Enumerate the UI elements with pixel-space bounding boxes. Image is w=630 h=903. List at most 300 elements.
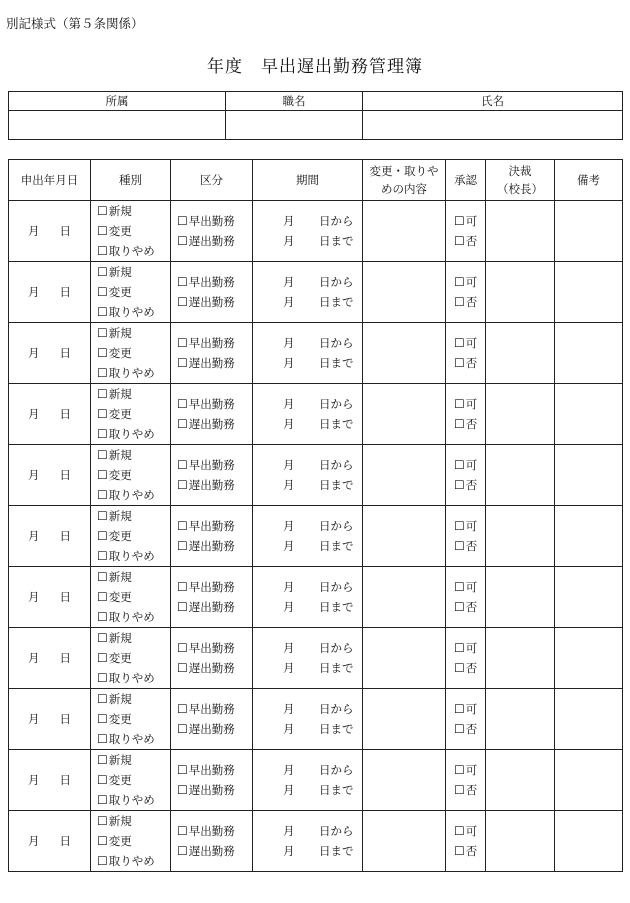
kind-cancel-option[interactable] (97, 668, 170, 688)
decision-cell[interactable] (486, 445, 555, 506)
decision-cell[interactable] (486, 750, 555, 811)
checkbox-icon[interactable]: ☐ (454, 702, 465, 716)
checkbox-icon[interactable]: ☐ (177, 295, 188, 309)
month-label: 月 (28, 590, 40, 604)
checkbox-icon[interactable]: ☐ (97, 712, 108, 726)
approve-yes-option[interactable] (454, 272, 485, 292)
period-from-month: 月 (283, 458, 295, 472)
kind-cell (91, 689, 171, 750)
division-early-label: 早出勤務 (188, 275, 235, 289)
division-late-option[interactable] (177, 292, 252, 312)
header-decision (486, 160, 555, 201)
checkbox-icon[interactable]: ☐ (97, 509, 108, 523)
decision-cell[interactable] (486, 201, 555, 262)
period-from-label: 日から (319, 702, 354, 716)
change-content-cell[interactable] (363, 628, 446, 689)
checkbox-icon[interactable]: ☐ (177, 458, 188, 472)
period-from-label: 日から (319, 214, 354, 228)
checkbox-icon[interactable]: ☐ (97, 265, 108, 279)
checkbox-icon[interactable]: ☐ (454, 661, 465, 675)
division-early-label: 早出勤務 (188, 824, 235, 838)
checkbox-icon[interactable]: ☐ (454, 397, 465, 411)
kind-new-label: 新規 (108, 570, 132, 584)
checkbox-icon[interactable]: ☐ (177, 600, 188, 614)
division-early-option[interactable] (177, 394, 252, 414)
kind-cancel-option[interactable] (97, 424, 170, 444)
request-date-cell[interactable] (9, 445, 91, 506)
division-early-option[interactable] (177, 272, 252, 292)
checkbox-icon[interactable]: ☐ (97, 549, 108, 563)
change-content-cell[interactable] (363, 262, 446, 323)
approve-yes-option[interactable] (454, 638, 485, 658)
checkbox-icon[interactable]: ☐ (97, 326, 108, 340)
checkbox-icon[interactable]: ☐ (97, 204, 108, 218)
month-label: 月 (28, 529, 40, 543)
kind-cancel-option[interactable] (97, 851, 170, 871)
table-row (9, 201, 623, 262)
period-from-label: 日から (319, 397, 354, 411)
checkbox-icon[interactable]: ☐ (177, 661, 188, 675)
checkbox-icon[interactable]: ☐ (177, 783, 188, 797)
kind-change-option[interactable] (97, 709, 170, 729)
table-row (9, 811, 623, 872)
kind-new-option[interactable] (97, 811, 170, 831)
approve-yes-label: 可 (465, 336, 478, 350)
division-late-label: 遅出勤務 (188, 600, 235, 614)
period-cell[interactable] (253, 445, 363, 506)
decision-cell[interactable] (486, 506, 555, 567)
checkbox-icon[interactable]: ☐ (97, 448, 108, 462)
remarks-cell[interactable] (555, 323, 623, 384)
approve-no-option[interactable] (454, 536, 485, 556)
checkbox-icon[interactable]: ☐ (454, 214, 465, 228)
period-from (283, 455, 362, 475)
change-content-cell[interactable] (363, 567, 446, 628)
kind-change-option[interactable] (97, 648, 170, 668)
kind-change-option[interactable] (97, 465, 170, 485)
checkbox-icon[interactable]: ☐ (97, 224, 108, 238)
header-kind: 種別 (91, 160, 171, 201)
table-row (9, 567, 623, 628)
request-date-cell[interactable] (9, 811, 91, 872)
kind-cancel-option[interactable] (97, 729, 170, 749)
approve-no-option[interactable] (454, 597, 485, 617)
period-from-month: 月 (283, 763, 295, 777)
checkbox-icon[interactable]: ☐ (454, 458, 465, 472)
header-division: 区分 (171, 160, 253, 201)
approve-yes-option[interactable] (454, 821, 485, 841)
checkbox-icon[interactable]: ☐ (97, 834, 108, 848)
approval-cell (446, 445, 486, 506)
checkbox-icon[interactable]: ☐ (177, 580, 188, 594)
kind-cancel-option[interactable] (97, 302, 170, 322)
division-late-label: 遅出勤務 (188, 295, 235, 309)
change-content-cell[interactable] (363, 750, 446, 811)
day-label: 日 (59, 712, 71, 726)
kind-new-label: 新規 (108, 387, 132, 401)
approval-cell (446, 201, 486, 262)
kind-cell (91, 750, 171, 811)
checkbox-icon[interactable]: ☐ (97, 570, 108, 584)
kind-cancel-label: 取りやめ (108, 366, 155, 380)
approve-yes-option[interactable] (454, 699, 485, 719)
period-to-label: 日まで (319, 234, 354, 248)
remarks-cell[interactable] (555, 262, 623, 323)
division-early-option[interactable] (177, 211, 252, 231)
period-from (283, 211, 362, 231)
division-early-option[interactable] (177, 699, 252, 719)
checkbox-icon[interactable]: ☐ (97, 671, 108, 685)
period-from-month: 月 (283, 641, 295, 655)
request-date-cell[interactable] (9, 201, 91, 262)
checkbox-icon[interactable]: ☐ (97, 305, 108, 319)
change-content-cell[interactable] (363, 201, 446, 262)
request-date-cell[interactable] (9, 567, 91, 628)
checkbox-icon[interactable]: ☐ (454, 722, 465, 736)
checkbox-icon[interactable]: ☐ (454, 478, 465, 492)
checkbox-icon[interactable]: ☐ (454, 600, 465, 614)
header-change-line2: めの内容 (381, 182, 427, 196)
job-title-field[interactable] (226, 111, 363, 140)
decision-cell[interactable] (486, 384, 555, 445)
kind-cancel-label: 取りやめ (108, 793, 155, 807)
kind-change-option[interactable] (97, 221, 170, 241)
kind-new-option[interactable] (97, 201, 170, 221)
header-name: 氏名 (363, 92, 623, 111)
approve-yes-option[interactable] (454, 455, 485, 475)
kind-cancel-option[interactable] (97, 241, 170, 261)
remarks-cell[interactable] (555, 689, 623, 750)
kind-cancel-label: 取りやめ (108, 244, 155, 258)
checkbox-icon[interactable]: ☐ (454, 539, 465, 553)
approve-no-option[interactable] (454, 475, 485, 495)
division-late-option[interactable] (177, 414, 252, 434)
remarks-cell[interactable] (555, 384, 623, 445)
approve-no-option[interactable] (454, 292, 485, 312)
kind-change-label: 変更 (108, 285, 132, 299)
kind-cancel-option[interactable] (97, 485, 170, 505)
division-late-label: 遅出勤務 (188, 539, 235, 553)
period-cell[interactable] (253, 323, 363, 384)
checkbox-icon[interactable]: ☐ (97, 529, 108, 543)
kind-cell (91, 628, 171, 689)
checkbox-icon[interactable]: ☐ (177, 824, 188, 838)
kind-new-option[interactable] (97, 445, 170, 465)
kind-cancel-label: 取りやめ (108, 854, 155, 868)
checkbox-icon[interactable]: ☐ (97, 244, 108, 258)
period-from-month: 月 (283, 824, 295, 838)
checkbox-icon[interactable]: ☐ (177, 519, 188, 533)
decision-cell[interactable] (486, 689, 555, 750)
approve-yes-option[interactable] (454, 760, 485, 780)
checkbox-icon[interactable]: ☐ (97, 285, 108, 299)
division-late-option[interactable] (177, 841, 252, 861)
checkbox-icon[interactable]: ☐ (97, 631, 108, 645)
period-to-month: 月 (283, 783, 295, 797)
kind-cancel-option[interactable] (97, 546, 170, 566)
checkbox-icon[interactable]: ☐ (177, 722, 188, 736)
checkbox-icon[interactable]: ☐ (454, 356, 465, 370)
approve-no-option[interactable] (454, 780, 485, 800)
division-late-option[interactable] (177, 353, 252, 373)
division-cell (171, 689, 253, 750)
checkbox-icon[interactable]: ☐ (97, 854, 108, 868)
approve-no-label: 否 (465, 722, 478, 736)
period-cell[interactable] (253, 689, 363, 750)
division-early-option[interactable] (177, 638, 252, 658)
kind-change-option[interactable] (97, 526, 170, 546)
division-late-option[interactable] (177, 719, 252, 739)
division-early-option[interactable] (177, 821, 252, 841)
checkbox-icon[interactable]: ☐ (97, 366, 108, 380)
checkbox-icon[interactable]: ☐ (454, 295, 465, 309)
kind-new-label: 新規 (108, 204, 132, 218)
checkbox-icon[interactable]: ☐ (454, 519, 465, 533)
affiliation-field[interactable] (9, 111, 226, 140)
request-date-cell[interactable] (9, 323, 91, 384)
period-cell[interactable] (253, 201, 363, 262)
remarks-cell[interactable] (555, 445, 623, 506)
kind-new-option[interactable] (97, 567, 170, 587)
month-label: 月 (28, 651, 40, 665)
checkbox-icon[interactable]: ☐ (97, 387, 108, 401)
approve-no-label: 否 (465, 295, 478, 309)
approval-cell (446, 750, 486, 811)
checkbox-icon[interactable]: ☐ (177, 702, 188, 716)
division-cell (171, 506, 253, 567)
request-date-cell[interactable] (9, 506, 91, 567)
kind-new-option[interactable] (97, 628, 170, 648)
approve-no-option[interactable] (454, 353, 485, 373)
checkbox-icon[interactable]: ☐ (177, 417, 188, 431)
period-cell[interactable] (253, 750, 363, 811)
decision-cell[interactable] (486, 811, 555, 872)
decision-cell[interactable] (486, 628, 555, 689)
remarks-cell[interactable] (555, 811, 623, 872)
month-label: 月 (28, 468, 40, 482)
decision-cell[interactable] (486, 262, 555, 323)
period-cell[interactable] (253, 628, 363, 689)
day-label: 日 (59, 529, 71, 543)
checkbox-icon[interactable]: ☐ (177, 641, 188, 655)
checkbox-icon[interactable]: ☐ (97, 468, 108, 482)
approve-no-label: 否 (465, 539, 478, 553)
duty-log-table (8, 159, 623, 872)
checkbox-icon[interactable]: ☐ (97, 651, 108, 665)
approve-no-option[interactable] (454, 719, 485, 739)
period-to (283, 292, 362, 312)
kind-cancel-label: 取りやめ (108, 610, 155, 624)
checkbox-icon[interactable]: ☐ (97, 427, 108, 441)
remarks-cell[interactable] (555, 628, 623, 689)
checkbox-icon[interactable]: ☐ (177, 397, 188, 411)
kind-new-option[interactable] (97, 506, 170, 526)
checkbox-icon[interactable]: ☐ (454, 580, 465, 594)
checkbox-icon[interactable]: ☐ (97, 814, 108, 828)
division-early-option[interactable] (177, 577, 252, 597)
period-from-month: 月 (283, 580, 295, 594)
division-late-option[interactable] (177, 536, 252, 556)
kind-cell (91, 567, 171, 628)
checkbox-icon[interactable]: ☐ (97, 732, 108, 746)
kind-change-option[interactable] (97, 404, 170, 424)
division-cell (171, 262, 253, 323)
header-decision-line2: （校長） (497, 182, 543, 196)
remarks-cell[interactable] (555, 567, 623, 628)
kind-change-label: 変更 (108, 651, 132, 665)
approve-yes-option[interactable] (454, 394, 485, 414)
period-cell[interactable] (253, 811, 363, 872)
period-cell[interactable] (253, 384, 363, 445)
checkbox-icon[interactable]: ☐ (454, 783, 465, 797)
remarks-cell[interactable] (555, 506, 623, 567)
name-field[interactable] (363, 111, 623, 140)
period-to-label: 日まで (319, 783, 354, 797)
approval-cell (446, 628, 486, 689)
checkbox-icon[interactable]: ☐ (454, 417, 465, 431)
division-early-option[interactable] (177, 333, 252, 353)
request-date-cell[interactable] (9, 384, 91, 445)
division-cell (171, 201, 253, 262)
checkbox-icon[interactable]: ☐ (177, 539, 188, 553)
checkbox-icon[interactable]: ☐ (97, 793, 108, 807)
decision-cell[interactable] (486, 323, 555, 384)
kind-cancel-label: 取りやめ (108, 671, 155, 685)
division-early-label: 早出勤務 (188, 214, 235, 228)
kind-new-option[interactable] (97, 750, 170, 770)
kind-new-option[interactable] (97, 323, 170, 343)
change-content-cell[interactable] (363, 506, 446, 567)
change-content-cell[interactable] (363, 811, 446, 872)
request-date-cell[interactable] (9, 689, 91, 750)
checkbox-icon[interactable]: ☐ (97, 407, 108, 421)
division-late-option[interactable] (177, 475, 252, 495)
remarks-cell[interactable] (555, 750, 623, 811)
period-from (283, 821, 362, 841)
checkbox-icon[interactable]: ☐ (97, 773, 108, 787)
checkbox-icon[interactable]: ☐ (177, 478, 188, 492)
period-cell[interactable] (253, 262, 363, 323)
approve-yes-option[interactable] (454, 577, 485, 597)
decision-cell[interactable] (486, 567, 555, 628)
day-label: 日 (59, 590, 71, 604)
checkbox-icon[interactable]: ☐ (97, 692, 108, 706)
checkbox-icon[interactable]: ☐ (454, 336, 465, 350)
division-late-option[interactable] (177, 597, 252, 617)
checkbox-icon[interactable]: ☐ (177, 275, 188, 289)
checkbox-icon[interactable]: ☐ (454, 763, 465, 777)
period-to (283, 597, 362, 617)
kind-cell (91, 323, 171, 384)
kind-change-label: 変更 (108, 468, 132, 482)
checkbox-icon[interactable]: ☐ (97, 590, 108, 604)
checkbox-icon[interactable]: ☐ (97, 610, 108, 624)
kind-change-option[interactable] (97, 587, 170, 607)
change-content-cell[interactable] (363, 445, 446, 506)
checkbox-icon[interactable]: ☐ (97, 488, 108, 502)
remarks-cell[interactable] (555, 201, 623, 262)
day-label: 日 (59, 346, 71, 360)
checkbox-icon[interactable]: ☐ (454, 234, 465, 248)
kind-new-label: 新規 (108, 326, 132, 340)
checkbox-icon[interactable]: ☐ (454, 641, 465, 655)
kind-new-option[interactable] (97, 689, 170, 709)
change-content-cell[interactable] (363, 689, 446, 750)
period-to (283, 536, 362, 556)
period-to-label: 日まで (319, 722, 354, 736)
kind-change-option[interactable] (97, 282, 170, 302)
division-late-label: 遅出勤務 (188, 661, 235, 675)
checkbox-icon[interactable]: ☐ (177, 214, 188, 228)
division-early-option[interactable] (177, 760, 252, 780)
approve-no-option[interactable] (454, 231, 485, 251)
kind-change-option[interactable] (97, 343, 170, 363)
checkbox-icon[interactable]: ☐ (97, 346, 108, 360)
kind-new-label: 新規 (108, 692, 132, 706)
change-content-cell[interactable] (363, 323, 446, 384)
approve-no-option[interactable] (454, 658, 485, 678)
division-late-option[interactable] (177, 231, 252, 251)
checkbox-icon[interactable]: ☐ (177, 356, 188, 370)
checkbox-icon[interactable]: ☐ (454, 824, 465, 838)
period-cell[interactable] (253, 567, 363, 628)
checkbox-icon[interactable]: ☐ (177, 234, 188, 248)
approval-cell (446, 262, 486, 323)
kind-new-option[interactable] (97, 262, 170, 282)
kind-change-option[interactable] (97, 831, 170, 851)
kind-change-option[interactable] (97, 770, 170, 790)
approve-no-label: 否 (465, 478, 478, 492)
day-label: 日 (59, 773, 71, 787)
period-to-label: 日まで (319, 844, 354, 858)
checkbox-icon[interactable]: ☐ (97, 753, 108, 767)
kind-new-option[interactable] (97, 384, 170, 404)
period-cell[interactable] (253, 506, 363, 567)
month-label: 月 (28, 773, 40, 787)
division-late-option[interactable] (177, 780, 252, 800)
table-row (9, 323, 623, 384)
kind-cancel-option[interactable] (97, 607, 170, 627)
division-early-option[interactable] (177, 455, 252, 475)
checkbox-icon[interactable]: ☐ (454, 275, 465, 289)
period-from (283, 516, 362, 536)
checkbox-icon[interactable]: ☐ (177, 336, 188, 350)
kind-cancel-option[interactable] (97, 790, 170, 810)
period-to (283, 231, 362, 251)
division-late-option[interactable] (177, 658, 252, 678)
kind-cancel-label: 取りやめ (108, 427, 155, 441)
approve-yes-label: 可 (465, 763, 478, 777)
period-to-label: 日まで (319, 417, 354, 431)
request-date-cell[interactable] (9, 628, 91, 689)
checkbox-icon[interactable]: ☐ (177, 844, 188, 858)
kind-new-label: 新規 (108, 509, 132, 523)
checkbox-icon[interactable]: ☐ (177, 763, 188, 777)
change-content-cell[interactable] (363, 384, 446, 445)
approve-yes-option[interactable] (454, 516, 485, 536)
approve-no-option[interactable] (454, 841, 485, 861)
period-to (283, 841, 362, 861)
approve-yes-option[interactable] (454, 333, 485, 353)
request-date-cell[interactable] (9, 750, 91, 811)
division-early-option[interactable] (177, 516, 252, 536)
approve-yes-option[interactable] (454, 211, 485, 231)
kind-cancel-option[interactable] (97, 363, 170, 383)
day-label: 日 (59, 834, 71, 848)
approve-no-option[interactable] (454, 414, 485, 434)
checkbox-icon[interactable]: ☐ (454, 844, 465, 858)
request-date-cell[interactable] (9, 262, 91, 323)
